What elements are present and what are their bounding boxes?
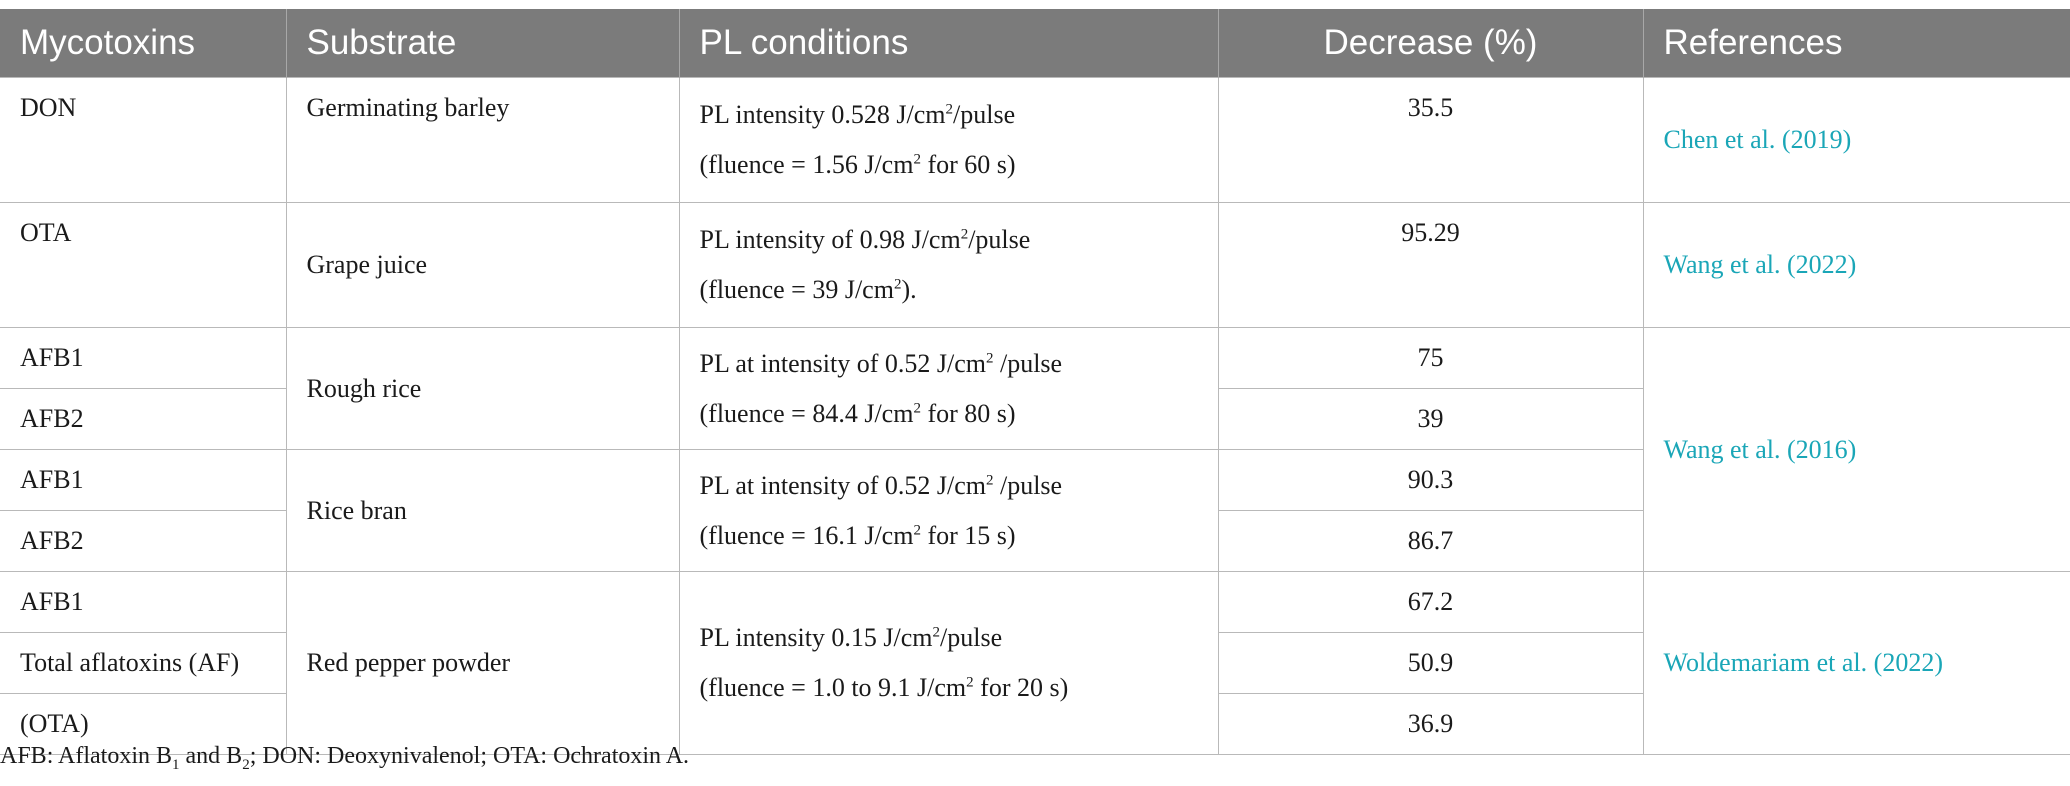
mycotoxin-cell: (OTA)	[0, 694, 286, 755]
mycotoxin-cell: AFB2	[0, 511, 286, 572]
mycotoxin-cell: Total aflatoxins (AF)	[0, 633, 286, 694]
condition-text: PL intensity of 0.98 J/cm	[699, 225, 961, 254]
condition-text: /pulse	[993, 348, 1063, 378]
substrate-cell: Grape juice	[286, 203, 679, 328]
condition-text: /pulse	[993, 470, 1063, 500]
superscript: 2	[945, 101, 954, 118]
condition-text: PL intensity 0.528 J/cm	[699, 100, 946, 129]
mycotoxin-cell: AFB1	[0, 450, 286, 511]
reference-cell[interactable]	[1643, 78, 2070, 203]
substrate-cell: Rough rice	[286, 328, 679, 450]
footnote-text: and B	[179, 743, 243, 769]
condition-line	[700, 461, 1198, 511]
condition-text: for 60 s)	[920, 150, 1016, 179]
reference-link[interactable]: Woldemariam et al. (2022)	[1663, 648, 1943, 678]
mycotoxin-table	[0, 9, 2070, 755]
decrease-cell: 35.5	[1218, 78, 1643, 203]
subscript: 2	[242, 756, 250, 773]
condition-text: for 20 s)	[973, 673, 1069, 702]
decrease-cell: 36.9	[1218, 694, 1643, 755]
condition-line	[700, 339, 1198, 389]
superscript: 2	[985, 471, 994, 488]
header-references: References	[1643, 9, 2070, 78]
header-pl-conditions: PL conditions	[679, 9, 1218, 78]
conditions-cell	[679, 572, 1218, 755]
decrease-cell: 39	[1218, 389, 1643, 450]
decrease-cell: 86.7	[1218, 511, 1643, 572]
condition-line	[700, 90, 1198, 140]
condition-text: (fluence = 1.0 to 9.1 J/cm	[699, 673, 967, 702]
condition-line	[700, 511, 1198, 561]
subscript: 1	[172, 756, 180, 773]
decrease-cell: 90.3	[1218, 450, 1643, 511]
superscript: 2	[893, 276, 902, 293]
conditions-cell	[679, 450, 1218, 572]
footnote-text: AFB: Aflatoxin B	[0, 743, 173, 769]
superscript: 2	[932, 624, 941, 641]
superscript: 2	[985, 349, 994, 366]
conditions-cell	[679, 203, 1218, 328]
condition-text: for 80 s)	[920, 398, 1016, 428]
superscript: 2	[913, 521, 921, 538]
superscript: 2	[913, 399, 921, 416]
condition-text: /pulse	[968, 225, 1031, 254]
conditions-cell	[679, 328, 1218, 450]
header-substrate: Substrate	[286, 9, 679, 78]
mycotoxin-cell: DON	[0, 78, 286, 203]
condition-line	[700, 215, 1198, 265]
decrease-cell: 50.9	[1218, 633, 1643, 694]
header-decrease: Decrease (%)	[1218, 9, 1643, 78]
condition-line	[700, 140, 1198, 190]
table-row	[0, 572, 2070, 633]
substrate-cell: Red pepper powder	[286, 572, 679, 755]
superscript: 2	[913, 151, 921, 168]
condition-text: PL at intensity of 0.52 J/cm	[699, 348, 986, 378]
header-row	[0, 9, 2070, 78]
superscript: 2	[960, 226, 969, 243]
condition-text: PL at intensity of 0.52 J/cm	[699, 470, 986, 500]
condition-line	[700, 613, 1198, 663]
mycotoxin-cell: AFB1	[0, 572, 286, 633]
mycotoxin-cell: AFB2	[0, 389, 286, 450]
footnote-text: ; DON: Deoxynivalenol; OTA: Ochratoxin A.	[249, 743, 690, 769]
decrease-cell: 95.29	[1218, 203, 1643, 328]
condition-text: (fluence = 84.4 J/cm	[699, 398, 914, 428]
condition-line	[700, 265, 1198, 315]
conditions-cell	[679, 78, 1218, 203]
reference-cell[interactable]	[1643, 572, 2070, 755]
reference-link[interactable]: Wang et al. (2016)	[1663, 434, 1857, 464]
condition-text: /pulse	[953, 100, 1016, 129]
mycotoxin-cell: OTA	[0, 203, 286, 328]
mycotoxin-cell: AFB1	[0, 328, 286, 389]
condition-text: PL intensity 0.15 J/cm	[699, 623, 933, 652]
condition-line	[700, 389, 1198, 439]
mycotoxin-table-container	[0, 9, 2070, 755]
reference-cell[interactable]	[1643, 203, 2070, 328]
substrate-cell: Rice bran	[286, 450, 679, 572]
condition-text: (fluence = 16.1 J/cm	[699, 520, 914, 550]
condition-text: ).	[901, 275, 917, 304]
substrate-cell: Germinating barley	[286, 78, 679, 203]
condition-text: (fluence = 1.56 J/cm	[699, 150, 914, 179]
reference-link[interactable]: Chen et al. (2019)	[1663, 125, 1852, 155]
reference-link[interactable]: Wang et al. (2022)	[1663, 250, 1857, 280]
decrease-cell: 67.2	[1218, 572, 1643, 633]
superscript: 2	[966, 674, 974, 691]
condition-text: for 15 s)	[920, 520, 1016, 550]
condition-text: /pulse	[940, 623, 1003, 652]
table-footnote	[0, 743, 690, 773]
decrease-cell: 75	[1218, 328, 1643, 389]
condition-text: (fluence = 39 J/cm	[699, 275, 894, 304]
table-row	[0, 203, 2070, 328]
table-row	[0, 78, 2070, 203]
reference-cell[interactable]	[1643, 328, 2070, 572]
condition-line	[700, 663, 1198, 713]
header-mycotoxins: Mycotoxins	[0, 9, 286, 78]
table-row	[0, 328, 2070, 389]
